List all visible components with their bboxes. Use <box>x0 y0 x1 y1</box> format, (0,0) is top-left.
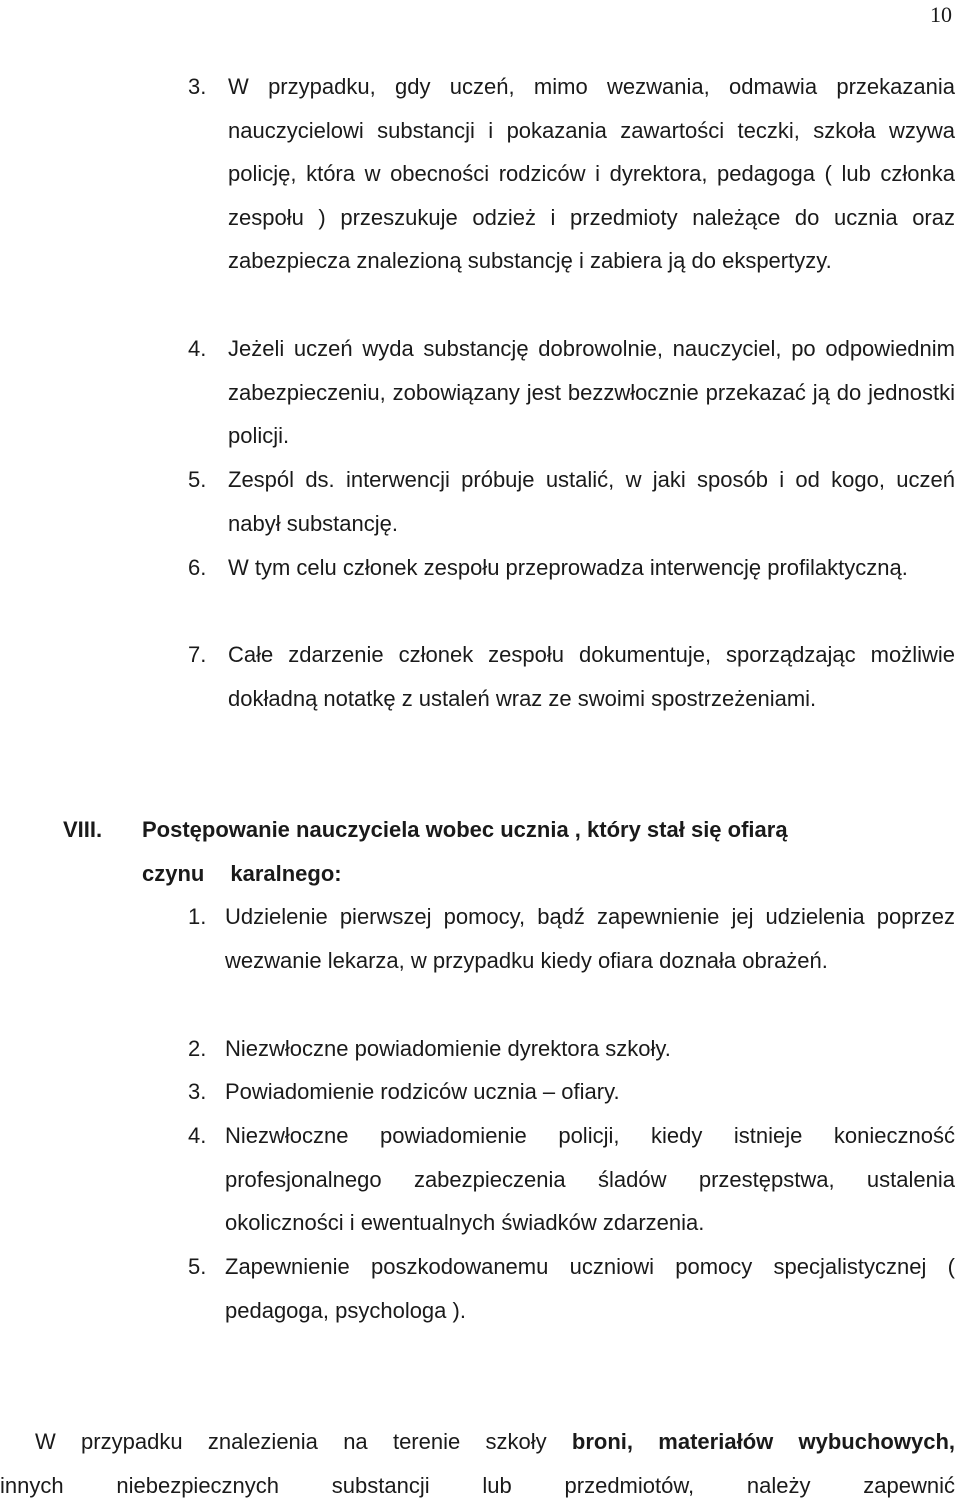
section-number: VIII. <box>63 817 103 842</box>
section-heading <box>63 808 955 895</box>
footer-line1-bold: broni, materiałów wybuchowych, <box>571 1429 955 1454</box>
list-item <box>188 633 955 720</box>
list-item-text: Udzielenie pierwszej pomocy, bądź zapewnienie jej udzielenia poprzez wezwanie lekarza, w przypadku kiedy ofiara doznała obrażeń. <box>225 904 955 973</box>
list-item-number: 4. <box>188 336 207 361</box>
list-item-number: 5. <box>188 467 207 492</box>
list-item-number: 5. <box>188 1254 207 1279</box>
footer-line2: innych niebezpiecznych substancji lub przedmiotów, należy zapewnić <box>0 1472 955 1498</box>
section-title <box>142 808 955 895</box>
footer-line1 <box>0 1420 955 1464</box>
list-item-text: W tym celu członek zespołu przeprowadza interwencję profilaktyczną. <box>228 555 908 580</box>
list-item-text: Zapewnienie poszkodowanemu uczniowi pomocy specjalistycznej ( pedagoga, psychologa ). <box>225 1254 955 1323</box>
list-item-text: W przypadku, gdy uczeń, mimo wezwania, odmawia przekazania nauczycielowi substancji i pokazania zawartości teczki, szkoła wzywa policję, która w obecności rodziców i dyrektora, pedagoga ( lub członka zespołu ) przeszukuje odzież i przedmioty należące do ucznia oraz zabezpiecza znalezioną substancję i zabiera ją do ekspertyzy. <box>228 74 955 274</box>
footer-paragraph <box>0 1420 955 1507</box>
section-title-line2b: karalnego: <box>230 860 342 886</box>
list-item <box>188 1070 955 1114</box>
list-item <box>188 895 955 982</box>
list-item-number: 6. <box>188 555 207 580</box>
list-item <box>188 1027 955 1071</box>
list-item <box>188 65 955 283</box>
list-item <box>188 458 955 545</box>
page-number: 10 <box>930 2 952 27</box>
list-item-text: Całe zdarzenie członek zespołu dokumentuje, sporządzając możliwie dokładną notatkę z ustaleń wraz ze swoimi spostrzeżeniami. <box>228 642 955 711</box>
list-item-text: Niezwłoczne powiadomienie policji, kiedy istnieje konieczność profesjonalnego zabezpieczenia śladów przestępstwa, ustalenia okoliczności i ewentualnych świadków zdarzenia. <box>225 1123 955 1236</box>
list-item-number: 2. <box>188 1036 207 1061</box>
list-item-number: 3. <box>188 1079 207 1104</box>
list-item <box>188 1245 955 1332</box>
list-item-number: 4. <box>188 1123 207 1148</box>
section-title-line2a: czynu <box>142 860 205 886</box>
section-title-line1: Postępowanie nauczyciela wobec ucznia , który stał się ofiarą <box>142 817 788 842</box>
list-item <box>188 327 955 458</box>
list-item-number: 3. <box>188 74 207 99</box>
list-item-text: Jeżeli uczeń wyda substancję dobrowolnie, nauczyciel, po odpowiednim zabezpieczeniu, zobowiązany jest bezzwłocznie przekazać ją do jednostki policji. <box>228 336 955 449</box>
list-item-text: Niezwłoczne powiadomienie dyrektora szkoły. <box>225 1036 671 1061</box>
list-item-number: 1. <box>188 904 207 929</box>
list-item-number: 7. <box>188 642 207 667</box>
list-item <box>188 1114 955 1245</box>
list-item-text: Powiadomienie rodziców ucznia – ofiary. <box>225 1079 620 1104</box>
list-item <box>188 546 955 590</box>
list-item-text: Zespól ds. interwencji próbuje ustalić, w jaki sposób i od kogo, uczeń nabył substancję. <box>228 467 955 536</box>
footer-line1-text: W przypadku znalezienia na terenie szkoły <box>35 1429 547 1454</box>
